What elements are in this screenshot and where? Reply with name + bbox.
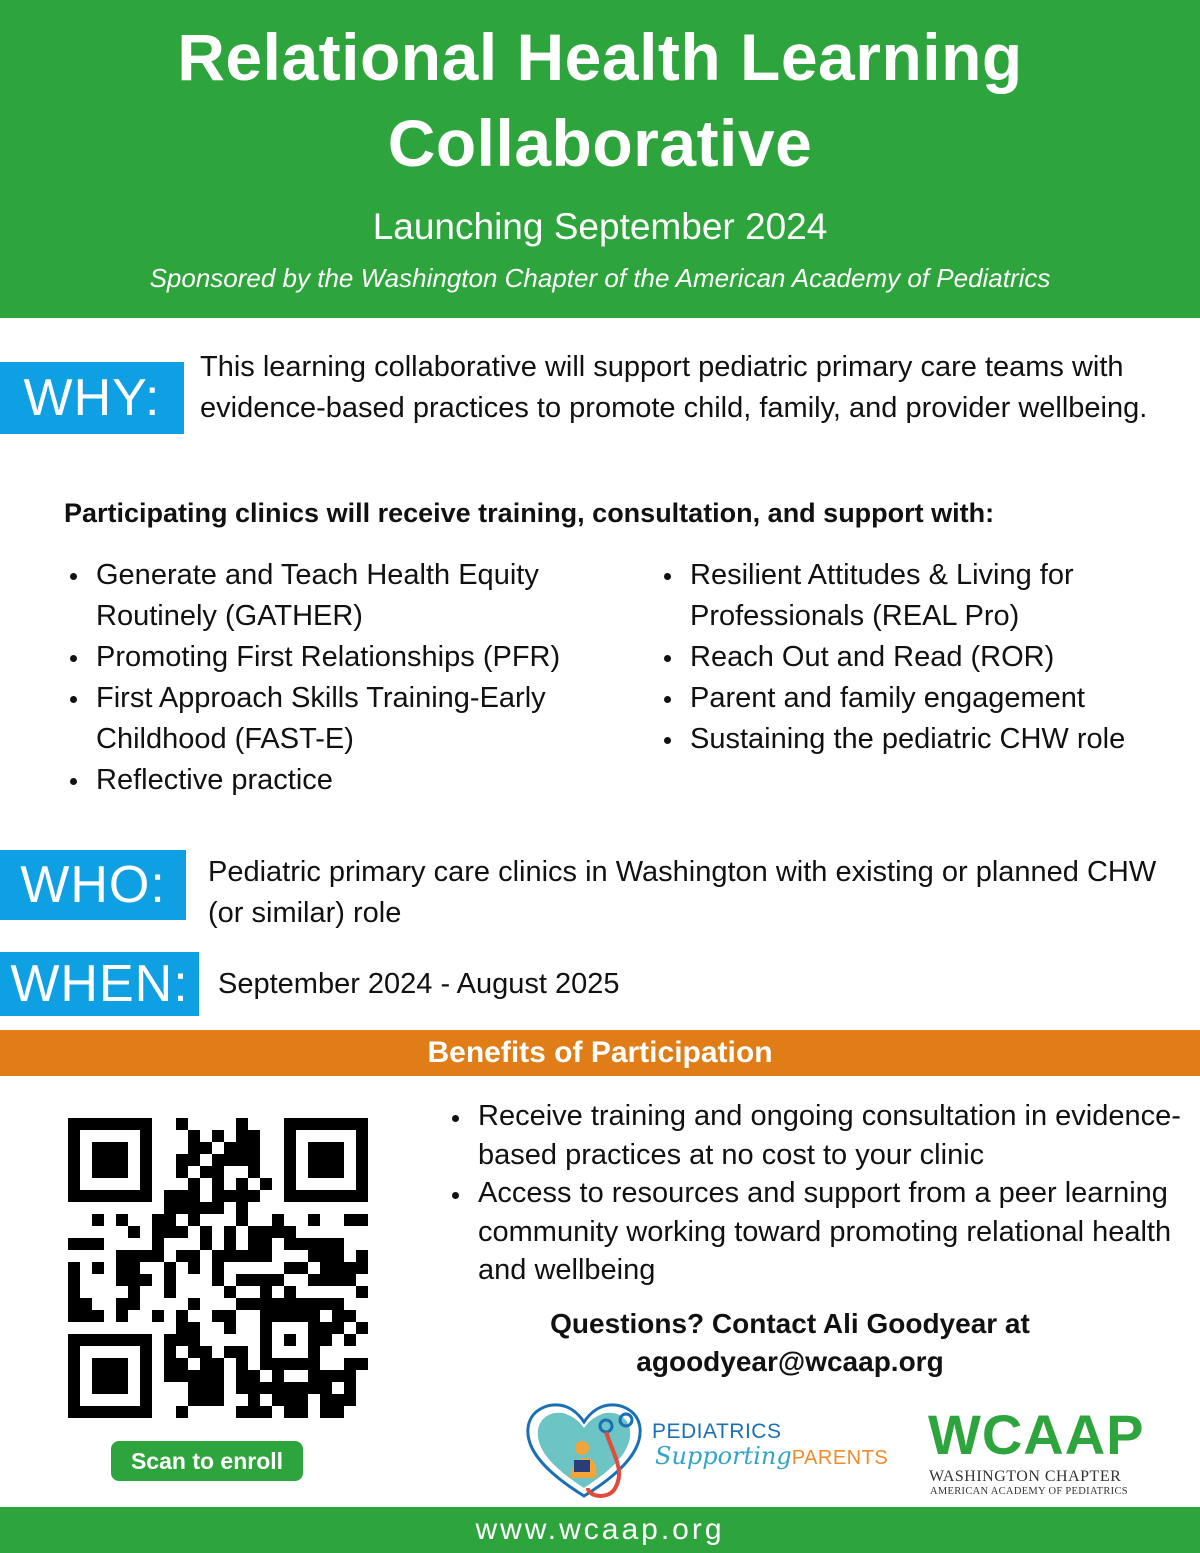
wcaap-academy: AMERICAN ACADEMY OF PEDIATRICS <box>930 1486 1128 1497</box>
why-label: WHY: <box>0 362 184 434</box>
contact-block <box>440 1305 1140 1381</box>
support-list-left <box>65 555 635 801</box>
psp-tagline <box>655 1442 888 1471</box>
contact-email[interactable]: agoodyear@wcaap.org <box>636 1346 944 1377</box>
header-banner <box>0 0 1200 318</box>
list-item: Generate and Teach Health Equity Routinely (GATHER) <box>65 555 635 637</box>
page-title: Relational Health Learning Collaborative <box>177 20 1023 180</box>
list-item: First Approach Skills Training-Early Childhood (FAST-E) <box>65 678 635 760</box>
psp-supporting: Supporting <box>655 1442 792 1470</box>
support-list-right <box>659 555 1179 760</box>
footer-url[interactable]: www.wcaap.org <box>0 1507 1200 1553</box>
launch-subtitle: Launching September 2024 <box>372 206 828 247</box>
benefits-heading: Benefits of Participation <box>0 1030 1200 1076</box>
wcaap-chapter: WASHINGTON CHAPTER <box>929 1468 1122 1485</box>
when-text: September 2024 - August 2025 <box>218 968 620 1000</box>
wcaap-logo: WCAAP <box>928 1403 1145 1466</box>
list-item: Receive training and ongoing consultation in evidence-based practices at no cost to your clinic <box>447 1097 1192 1174</box>
who-label: WHO: <box>0 850 186 920</box>
list-item: Parent and family engagement <box>659 678 1179 719</box>
list-item: Promoting First Relationships (PFR) <box>65 637 635 678</box>
participating-heading: Participating clinics will receive training, consultation, and support with: <box>64 498 995 528</box>
contact-line: Questions? Contact Ali Goodyear at <box>550 1308 1030 1339</box>
list-item: Sustaining the pediatric CHW role <box>659 719 1179 760</box>
why-text: This learning collaborative will support pediatric primary care teams with evidence-based practices to promote child, family, and provider wellbeing. <box>200 351 1148 424</box>
list-item: Reach Out and Read (ROR) <box>659 637 1179 678</box>
scan-to-enroll-button[interactable]: Scan to enroll <box>111 1441 303 1481</box>
list-item: Access to resources and support from a peer learning community working toward promoting relational health and wellbeing <box>447 1174 1192 1290</box>
list-item: Reflective practice <box>65 760 635 801</box>
sponsor-line: Sponsored by the Washington Chapter of the American Academy of Pediatrics <box>149 263 1051 293</box>
when-label: WHEN: <box>0 952 199 1016</box>
qr-code-icon[interactable] <box>68 1118 368 1418</box>
psp-parents: PARENTS <box>791 1447 889 1469</box>
list-item: Resilient Attitudes & Living for Professionals (REAL Pro) <box>659 555 1179 637</box>
who-text: Pediatric primary care clinics in Washington with existing or planned CHW (or similar) role <box>208 856 1157 929</box>
benefits-list <box>447 1097 1192 1290</box>
psp-name: PEDIATRICS <box>652 1420 782 1443</box>
